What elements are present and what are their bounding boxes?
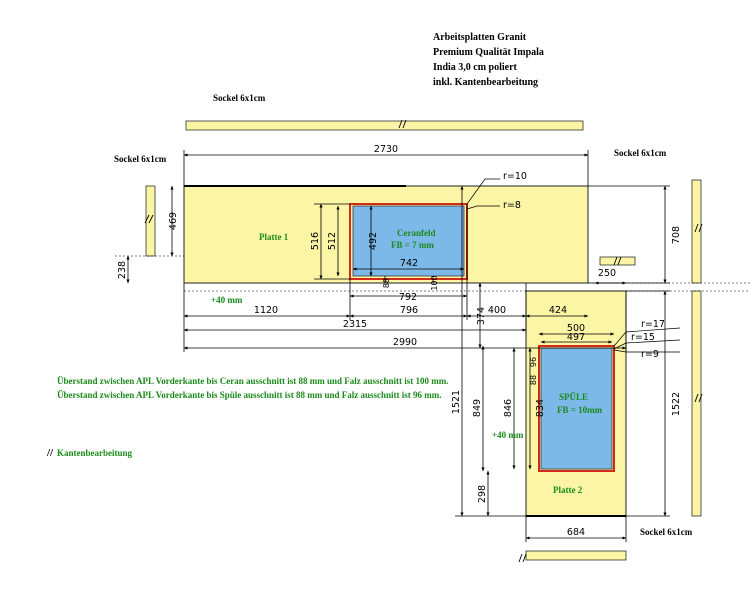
plate-1-label: Platte 1 [259,232,289,242]
sockel-bottom [526,551,626,560]
dim-238: 238 [117,260,128,280]
dim-250: 250 [597,268,617,279]
offset-label-1: +40 mm [211,295,243,305]
offset-label-2: +40 mm [492,430,524,440]
sockel-label-right: Sockel 6x1cm [614,148,667,158]
note-spuele: Überstand zwischen APL Vorderkante bis Spüle ausschnitt ist 88 mm und Falz ausschnitt ist 96 mm. [57,390,442,400]
dim-792: 792 [398,292,418,303]
dim-512: 512 [327,231,338,251]
dim-2730: 2730 [373,144,399,155]
sockel-right-2 [692,291,701,516]
dim-497: 497 [566,332,586,343]
spuele-label: SPÜLE [559,392,589,402]
info-line-1: Arbeitsplatten Granit [433,32,527,43]
ceranfeld-fb: FB = 7 mm [391,240,434,250]
radius-8: r=8 [503,200,521,211]
dim-2990: 2990 [392,337,418,348]
info-line-3: India 3,0 cm poliert [433,62,517,73]
dim-708: 708 [671,225,682,245]
dim-684: 684 [566,527,586,538]
dim-1522: 1522 [671,391,682,417]
dim-846: 846 [503,398,514,418]
dim-96: 96 [529,356,538,368]
dim-424: 424 [548,305,568,316]
sockel-label-top: Sockel 6x1cm [213,93,266,103]
info-line-2: Premium Qualität Impala [433,47,544,58]
dim-796: 796 [399,305,419,316]
radius-15: r=15 [631,332,655,343]
spuele-fb: FB = 10mm [557,405,603,415]
radius-10: r=10 [503,171,527,182]
note-ceran: Überstand zwischen APL Vorderkante bis Ceran ausschnitt ist 88 mm und Falz ausschnitt ist 100 mm. [57,376,449,386]
dim-100: 100 [430,275,439,291]
ceranfeld-label: Ceranfeld [397,228,436,238]
dim-834: 834 [535,398,546,418]
legend-symbol: // [47,447,54,459]
radius-17: r=17 [641,319,665,330]
dim-516: 516 [310,231,321,251]
dim-1120: 1120 [253,305,279,316]
legend-label: Kantenbearbeitung [57,448,133,458]
dim-469: 469 [168,211,179,231]
radius-9: r=9 [641,349,659,360]
dim-374: 374 [476,306,487,326]
dim-2315: 2315 [342,319,368,330]
sockel-small [600,257,635,265]
info-line-4: inkl. Kantenbearbeitung [433,77,539,88]
sockel-top [186,121,583,130]
dim-1521: 1521 [451,389,462,415]
dim-492: 492 [368,231,379,251]
dim-88-spuele: 88 [529,374,538,386]
dim-742: 742 [399,258,419,269]
dim-88-ceran: 88 [382,277,391,289]
dim-849: 849 [472,398,483,418]
plate-2-label: Platte 2 [553,485,583,495]
sockel-label-bottom: Sockel 6x1cm [640,527,693,537]
dim-298: 298 [477,484,488,504]
sockel-label-left: Sockel 6x1cm [114,154,167,164]
dim-400: 400 [487,305,507,316]
dim-500: 500 [566,323,586,334]
